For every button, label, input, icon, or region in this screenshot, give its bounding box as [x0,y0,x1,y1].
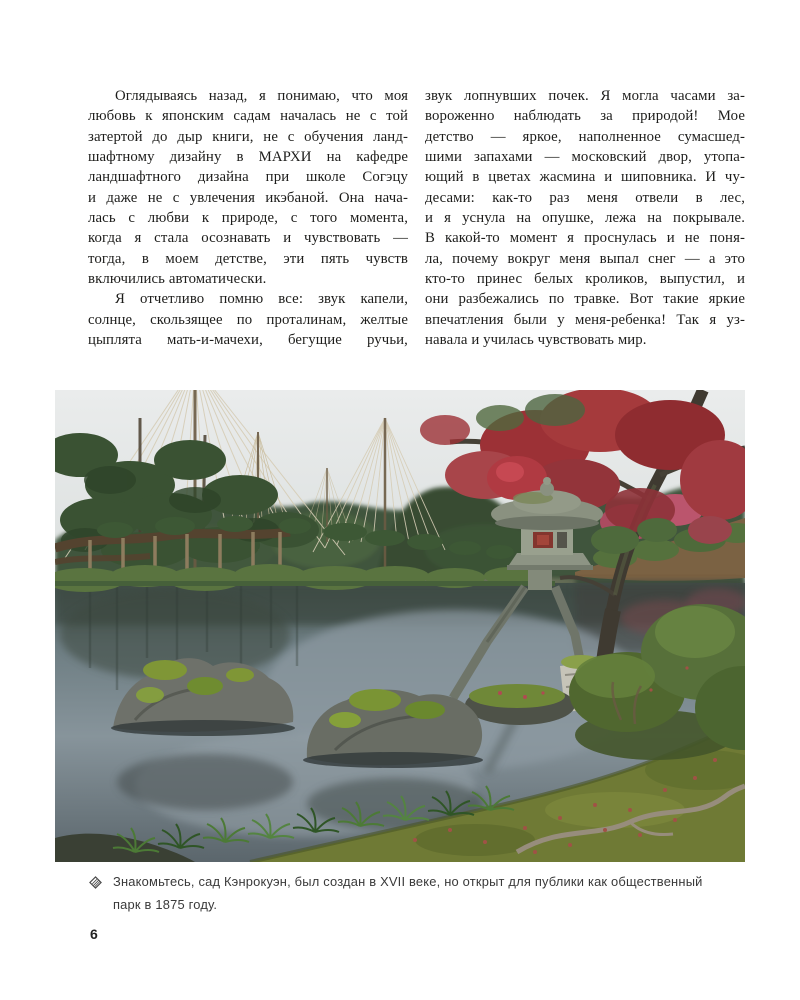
text-line: десами: как-то раз меня отвели в лес, [425,189,745,206]
text-column-right [425,86,745,350]
garden-photo-illustration [55,390,745,862]
text-line: Я отчетливо помню все: звук капели, [115,291,408,308]
text-line: шими запахами — московский двор, утопа- [425,149,745,166]
text-line: ющий в цветах жасмина и шиповника. И чу- [425,169,745,186]
text-line: детство — яркое, наполненное сумасшед- [425,128,745,145]
text-line: и даже не с увлечения икэбаной. Она нача- [88,189,408,206]
caption-line: Знакомьтесь, сад Кэнрокуэн, был создан в XVII веке, но открыт для публики как общественный [113,874,703,889]
text-line: В какой-то момент я проснулась и не поня- [425,230,745,247]
photo-caption [113,871,733,916]
text-line: лась с любви к природе, с того момента, [88,210,408,227]
diamond-icon [89,876,102,889]
page-number: 6 [90,926,98,942]
text-line: шафтному дизайну в МАРХИ на кафедре [88,149,408,166]
text-line: цыплята мать-и-мачехи, бегущие ручьи, [88,332,408,349]
text-line: вороженно наблюдать за природой! Мое [425,108,745,125]
text-line: ландшафтного дизайна при школе Согэцу [88,169,408,186]
text-line: любовь к японским садам началась не с той [88,108,408,125]
text-line: ла, почему вокруг меня выпал снег — а это [425,250,745,267]
text-line: и я уснула на опушке, лежа на покрывале. [425,210,745,227]
text-line: солнце, скользящее по проталинам, желтые [88,311,408,328]
text-line: Оглядываясь назад, я понимаю, что моя [115,88,408,104]
text-line: они разбежались по травке. Вот такие яркие [425,291,745,308]
text-line: когда я стала осознавать и чувствовать — [88,230,408,247]
text-line: навала и училась чувствовать мир. [425,332,647,349]
garden-photo [55,390,745,862]
text-line: тогда, в моем детстве, эти пять чувств [88,250,408,267]
caption-line: парк в 1875 году. [113,896,218,912]
text-line: впечатления были у меня-ребенка! Так я уз- [425,311,745,328]
text-line: включились автоматически. [88,271,267,288]
text-column-left [88,86,408,350]
text-line: кто-то принес белых кроликов, выпустил, и [425,271,745,288]
text-line: звук лопнувших почек. Я могла часами за- [425,88,745,104]
text-line: затертой до дыр книги, не с обучения ланд- [88,128,408,145]
